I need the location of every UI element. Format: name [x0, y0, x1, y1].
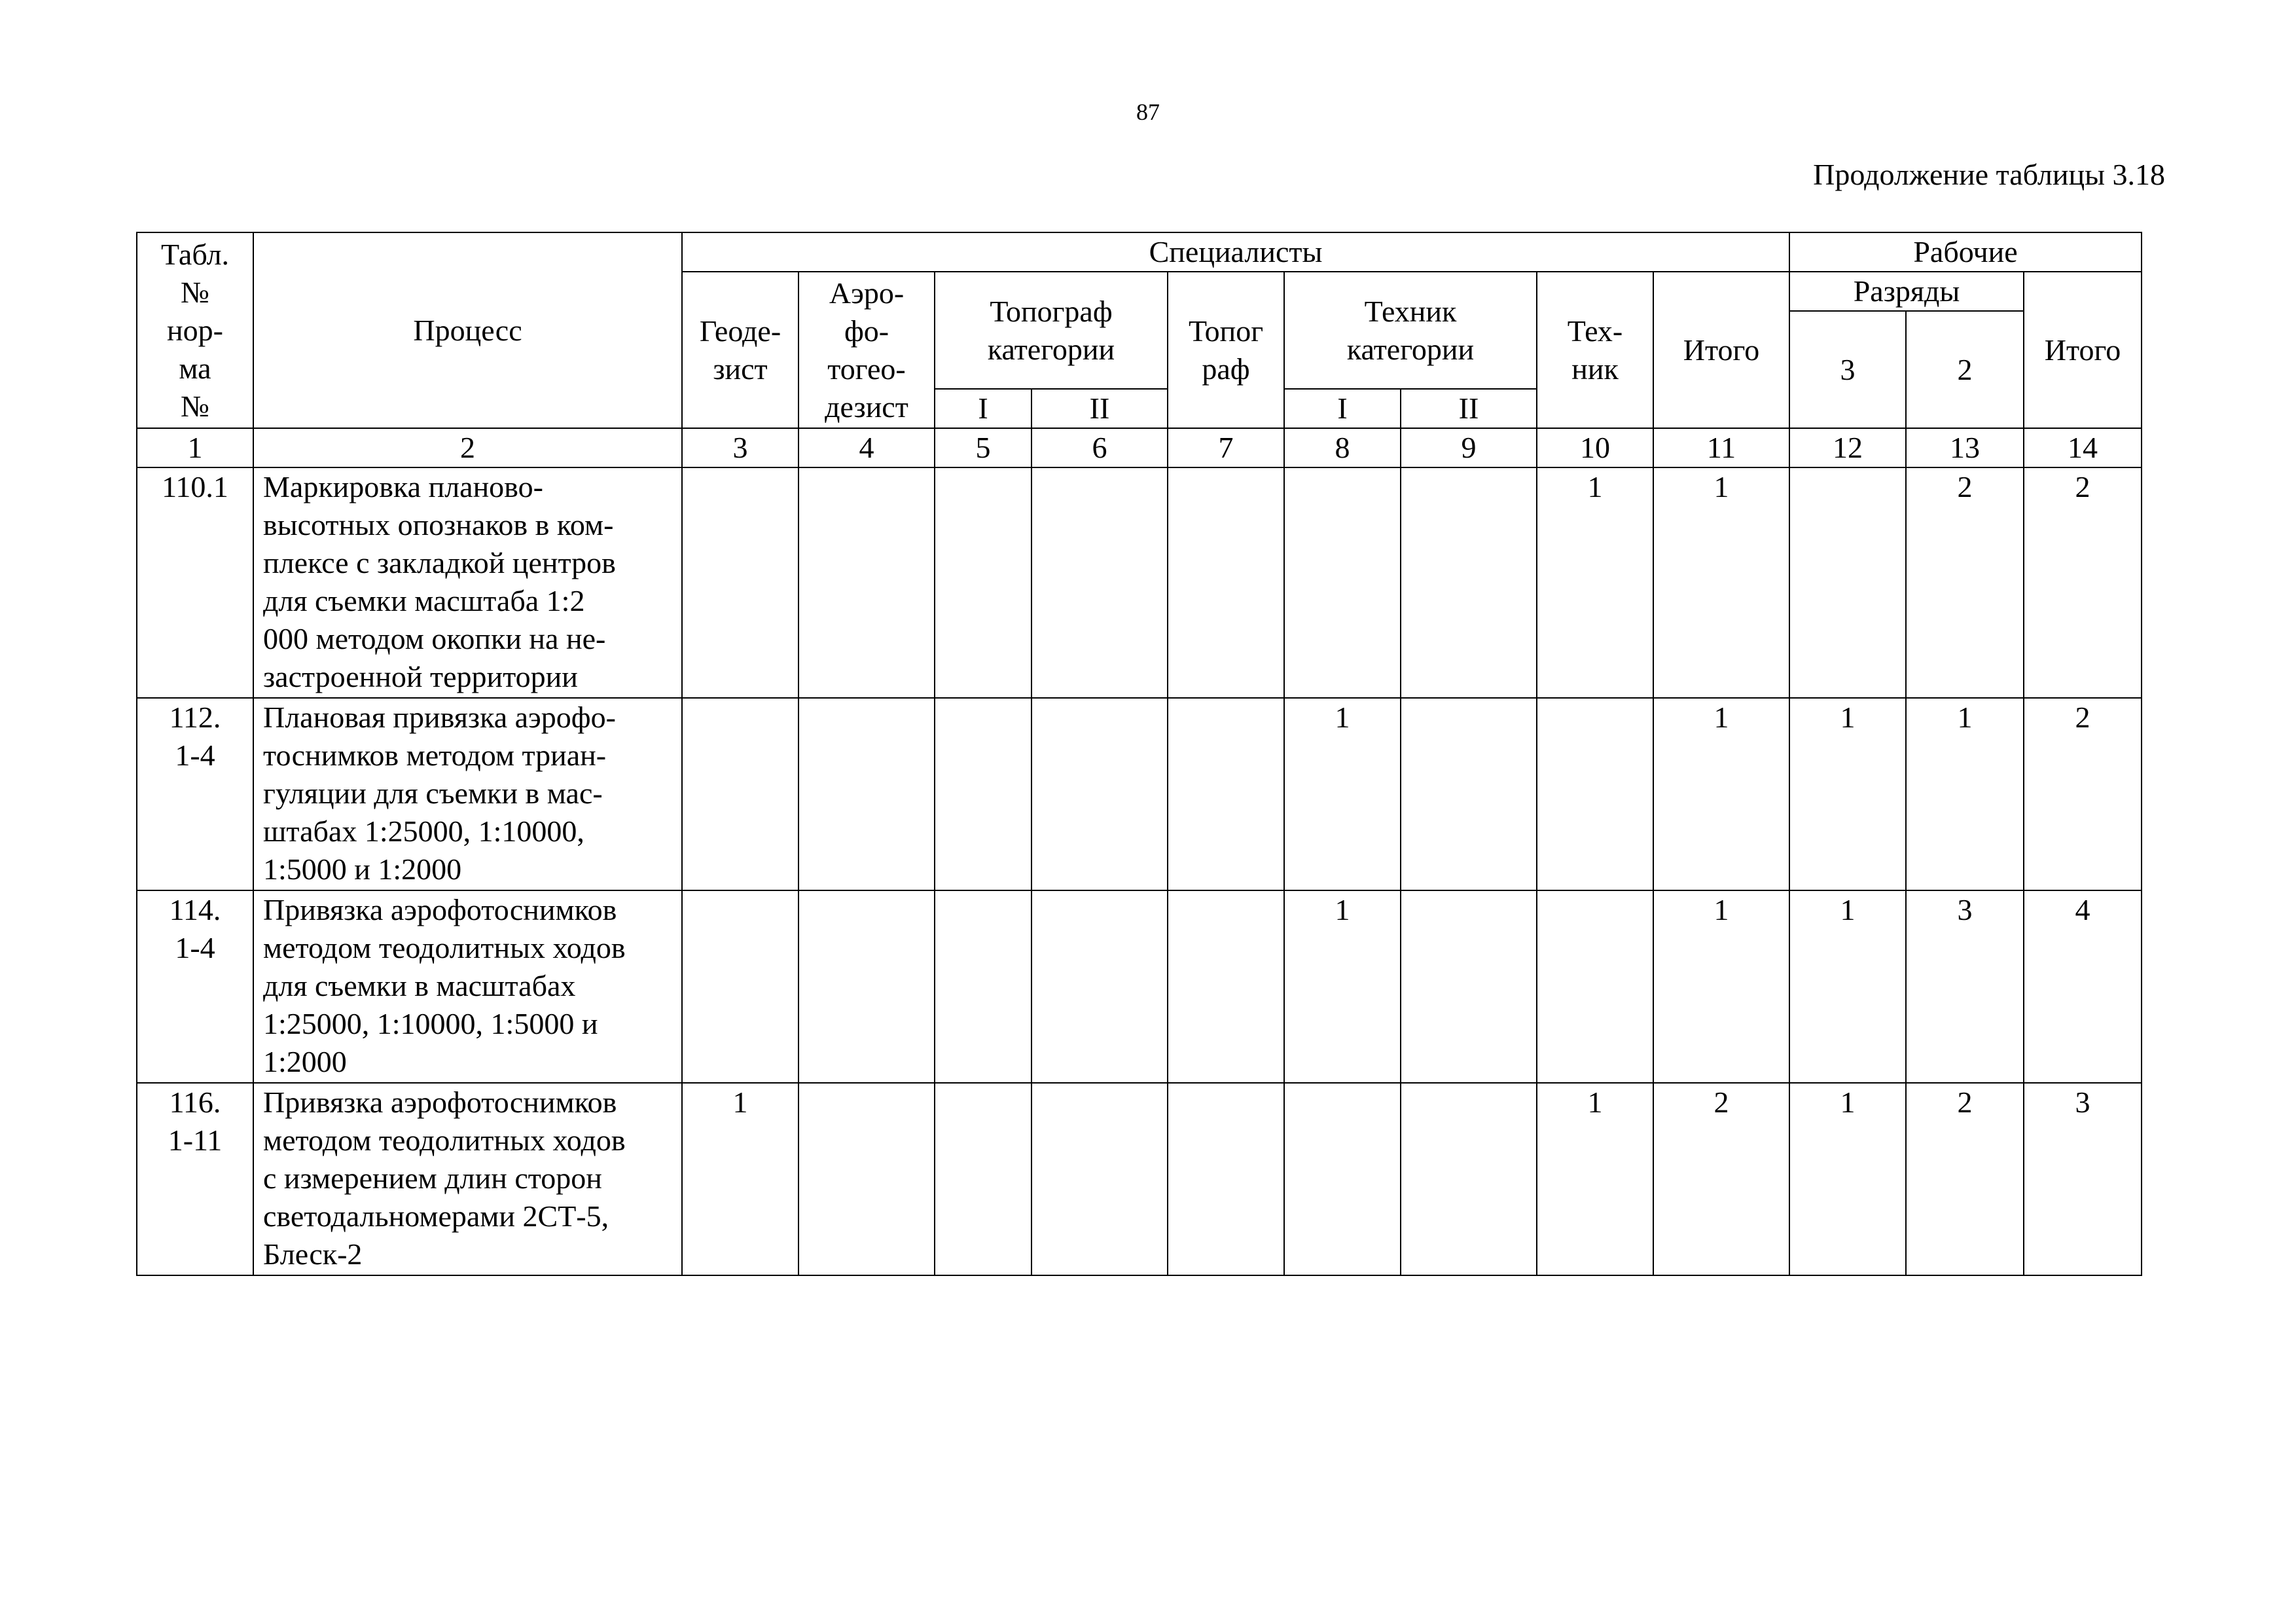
header-grade-2: 2: [1906, 311, 2024, 428]
value-cell: [1168, 890, 1284, 1083]
value-cell: [798, 467, 935, 698]
header-topograph: Топог раф: [1168, 272, 1284, 428]
norm-number-cell: 110.1: [137, 467, 253, 698]
norms-table: [136, 232, 2142, 1276]
value-cell: [1168, 698, 1284, 890]
value-cell: 1: [1789, 1083, 1906, 1275]
value-cell: 1: [1537, 1083, 1653, 1275]
header-topograph-cat-1: I: [935, 389, 1031, 428]
norm-number-cell: 112. 1-4: [137, 698, 253, 890]
value-cell: [1031, 467, 1168, 698]
value-cell: 1: [1284, 698, 1401, 890]
column-number: 14: [2024, 428, 2142, 467]
norm-number-cell: 116. 1-11: [137, 1083, 253, 1275]
column-number: 3: [682, 428, 798, 467]
value-cell: [1789, 467, 1906, 698]
header-aerophoto-geodesist: Аэро- фо- тогео- дезист: [798, 272, 935, 428]
process-cell: Плановая привязка аэрофо- тоснимков методом триан- гуляции для съемки в мас- штабах 1:25000, 1:10000, 1:5000 и 1:2000: [253, 698, 682, 890]
value-cell: [1031, 890, 1168, 1083]
value-cell: [1537, 890, 1653, 1083]
value-cell: [1031, 698, 1168, 890]
header-workers-total: Итого: [2024, 272, 2142, 428]
value-cell: [935, 698, 1031, 890]
header-row-1: [137, 232, 2142, 272]
value-cell: [682, 467, 798, 698]
value-cell: 1: [1789, 698, 1906, 890]
value-cell: 1: [1789, 890, 1906, 1083]
value-cell: [935, 467, 1031, 698]
value-cell: [935, 890, 1031, 1083]
header-grades: Разряды: [1789, 272, 2024, 311]
header-topograph-categories: Топограф категории: [935, 272, 1168, 389]
value-cell: [1401, 890, 1537, 1083]
header-topograph-cat-2: II: [1031, 389, 1168, 428]
header-norm-number: Табл. № нор- ма №: [137, 232, 253, 428]
value-cell: 2: [2024, 698, 2142, 890]
table-row: [137, 698, 2142, 890]
value-cell: 1: [1284, 890, 1401, 1083]
process-cell: Маркировка планово- высотных опознаков в ком- плексе с закладкой центров для съемки масштаба 1:2 000 методом окопки на не- застроенной территории: [253, 467, 682, 698]
value-cell: 1: [1906, 698, 2024, 890]
header-specialists: Специалисты: [682, 232, 1789, 272]
value-cell: [1401, 698, 1537, 890]
value-cell: [798, 698, 935, 890]
value-cell: 3: [2024, 1083, 2142, 1275]
value-cell: 1: [1653, 698, 1789, 890]
column-number: 6: [1031, 428, 1168, 467]
header-technician-cat-1: I: [1284, 389, 1401, 428]
page-number: 87: [1136, 99, 1160, 125]
value-cell: 1: [1537, 467, 1653, 698]
column-number: 8: [1284, 428, 1401, 467]
value-cell: 4: [2024, 890, 2142, 1083]
value-cell: 2: [1653, 1083, 1789, 1275]
column-number: 5: [935, 428, 1031, 467]
value-cell: [1168, 1083, 1284, 1275]
table-continuation-label: Продолжение таблицы 3.18: [1813, 158, 2165, 191]
value-cell: [798, 890, 935, 1083]
process-cell: Привязка аэрофотоснимков методом теодолитных ходов с измерением длин сторон светодальномерами 2СТ-5, Блеск-2: [253, 1083, 682, 1275]
value-cell: [1537, 698, 1653, 890]
value-cell: [1284, 1083, 1401, 1275]
table-row: [137, 467, 2142, 698]
norm-number-cell: 114. 1-4: [137, 890, 253, 1083]
column-number: 12: [1789, 428, 1906, 467]
value-cell: 1: [1653, 467, 1789, 698]
table-row: [137, 890, 2142, 1083]
column-number: 2: [253, 428, 682, 467]
value-cell: [1031, 1083, 1168, 1275]
value-cell: 3: [1906, 890, 2024, 1083]
value-cell: [798, 1083, 935, 1275]
value-cell: [1168, 467, 1284, 698]
header-process: Процесс: [253, 232, 682, 428]
value-cell: [682, 698, 798, 890]
value-cell: 2: [1906, 467, 2024, 698]
value-cell: [1401, 467, 1537, 698]
header-technician-categories: Техник категории: [1284, 272, 1537, 389]
column-numbers-row: [137, 428, 2142, 467]
header-grade-3: 3: [1789, 311, 1906, 428]
header-workers: Рабочие: [1789, 232, 2142, 272]
column-number: 7: [1168, 428, 1284, 467]
value-cell: [1401, 1083, 1537, 1275]
column-number: 9: [1401, 428, 1537, 467]
value-cell: 2: [2024, 467, 2142, 698]
value-cell: [1284, 467, 1401, 698]
table-row: [137, 1083, 2142, 1275]
column-number: 4: [798, 428, 935, 467]
value-cell: 1: [682, 1083, 798, 1275]
value-cell: [935, 1083, 1031, 1275]
header-technician: Тех- ник: [1537, 272, 1653, 428]
value-cell: 1: [1653, 890, 1789, 1083]
value-cell: 2: [1906, 1083, 2024, 1275]
header-geodesist: Геоде- зист: [682, 272, 798, 428]
process-cell: Привязка аэрофотоснимков методом теодолитных ходов для съемки в масштабах 1:25000, 1:10000, 1:5000 и 1:2000: [253, 890, 682, 1083]
value-cell: [682, 890, 798, 1083]
header-specialists-total: Итого: [1653, 272, 1789, 428]
column-number: 11: [1653, 428, 1789, 467]
column-number: 13: [1906, 428, 2024, 467]
header-technician-cat-2: II: [1401, 389, 1537, 428]
column-number: 10: [1537, 428, 1653, 467]
column-number: 1: [137, 428, 253, 467]
